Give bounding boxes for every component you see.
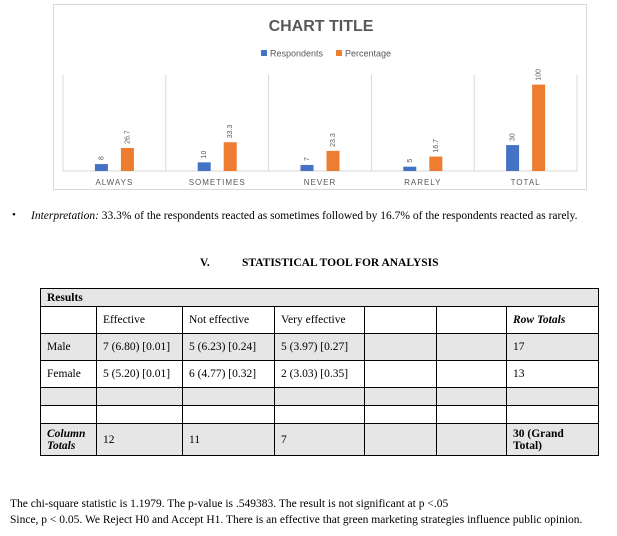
- section-number: [200, 257, 210, 269]
- bar-respondents-never: [301, 165, 314, 171]
- x-tick-label: RARELY: [404, 178, 442, 187]
- table-cell: 7 (6.80) [0.01]: [97, 334, 183, 361]
- legend-swatch: [261, 50, 267, 56]
- table-cell: Not effective: [183, 307, 275, 334]
- x-tick-label: ALWAYS: [95, 178, 134, 187]
- results-table: [40, 288, 599, 456]
- statistics-line-2: Since, p < 0.05. We Reject H0 and Accept H1. There is an effective that green marketing strategies influence public opinion.: [10, 514, 583, 526]
- bar-respondents-sometimes: [198, 162, 211, 171]
- table-cell: [365, 388, 437, 406]
- data-label: 26.7: [124, 130, 132, 144]
- bar-percentage-always: [121, 148, 134, 171]
- interpretation-text: [31, 210, 578, 222]
- table-cell: Male: [41, 334, 97, 361]
- table-cell: [437, 388, 507, 406]
- table-row: [41, 388, 599, 406]
- table-cell: 30 (Grand Total): [507, 424, 599, 456]
- table-cell: 5 (6.23) [0.24]: [183, 334, 275, 361]
- bar-chart: [53, 4, 587, 190]
- section-title-text: STATISTICAL TOOL FOR ANALYSIS: [242, 257, 439, 269]
- section-title: [242, 257, 439, 269]
- table-cell: Effective: [97, 307, 183, 334]
- table-cell: 13: [507, 361, 599, 388]
- table-cell: 7: [275, 424, 365, 456]
- bar-percentage-total: [532, 85, 545, 171]
- interpretation-body: 33.3% of the respondents reacted as sometimes followed by 16.7% of the respondents reacted as rarely.: [98, 210, 578, 222]
- table-cell: [437, 424, 507, 456]
- table-cell: 5 (3.97) [0.27]: [275, 334, 365, 361]
- legend-label: Percentage: [345, 48, 392, 59]
- table-row: [41, 307, 599, 334]
- bar-percentage-never: [327, 151, 340, 171]
- interpretation-label: Interpretation:: [31, 210, 99, 222]
- bar-percentage-rarely: [429, 157, 442, 171]
- table-cell: 5 (5.20) [0.01]: [97, 361, 183, 388]
- table-cell: [41, 307, 97, 334]
- data-label: 8: [98, 156, 106, 161]
- table-row: [41, 424, 599, 456]
- data-label: 100: [535, 68, 543, 81]
- table-cell: Female: [41, 361, 97, 388]
- bar-percentage-sometimes: [224, 142, 237, 171]
- table-cell: [183, 406, 275, 424]
- table-cell: 6 (4.77) [0.32]: [183, 361, 275, 388]
- table-cell: Column Totals: [41, 424, 97, 456]
- table-cell: [507, 388, 599, 406]
- table-row: [41, 406, 599, 424]
- chart-bars: [63, 75, 577, 171]
- table-cell: 12: [97, 424, 183, 456]
- table-cell: [507, 406, 599, 424]
- table-row: [41, 334, 599, 361]
- bullet-icon: •: [12, 209, 16, 221]
- table-cell: 17: [507, 334, 599, 361]
- table-cell: [183, 388, 275, 406]
- table-cell: [275, 406, 365, 424]
- table-cell: Row Totals: [507, 307, 599, 334]
- table-cell: [437, 334, 507, 361]
- table-cell: 11: [183, 424, 275, 456]
- x-tick-label: SOMETIMES: [188, 178, 246, 187]
- table-cell: [365, 334, 437, 361]
- table-header-row: [41, 289, 599, 307]
- table-header-cell: Results: [41, 289, 599, 307]
- table-cell: [365, 307, 437, 334]
- data-label: 33.3: [227, 124, 235, 139]
- table-cell: [437, 406, 507, 424]
- chart-labels: [95, 69, 542, 187]
- section-number-text: V.: [200, 257, 210, 269]
- data-label: 5: [406, 158, 414, 163]
- table-cell: [97, 406, 183, 424]
- data-label: 10: [201, 150, 209, 159]
- legend-swatch: [336, 50, 342, 56]
- statistics-line-1: The chi-square statistic is 1.1979. The p-value is .549383. The result is not significant at p <.05: [10, 498, 449, 510]
- data-label: 23.3: [330, 133, 337, 147]
- bar-respondents-total: [506, 145, 519, 171]
- x-tick-label: TOTAL: [510, 178, 541, 187]
- chart-canvas: [54, 5, 588, 191]
- table-row: [41, 361, 599, 388]
- table-cell: Very effective: [275, 307, 365, 334]
- legend-label: Respondents: [270, 48, 324, 59]
- table-cell: [41, 406, 97, 424]
- bar-respondents-rarely: [403, 167, 416, 171]
- table-cell: [365, 361, 437, 388]
- table-cell: [97, 388, 183, 406]
- data-label: 16.7: [432, 138, 440, 153]
- bar-respondents-always: [95, 164, 108, 171]
- x-tick-label: NEVER: [303, 178, 337, 187]
- data-label: 30: [509, 133, 517, 142]
- table-cell: [437, 307, 507, 334]
- chart-title: CHART TITLE: [268, 18, 374, 35]
- table-cell: [41, 388, 97, 406]
- chart-legend: [261, 49, 391, 59]
- table-cell: 2 (3.03) [0.35]: [275, 361, 365, 388]
- table-cell: [365, 406, 437, 424]
- table-cell: [365, 424, 437, 456]
- table-cell: [275, 388, 365, 406]
- table-cell: [437, 361, 507, 388]
- data-label: 7: [304, 157, 311, 161]
